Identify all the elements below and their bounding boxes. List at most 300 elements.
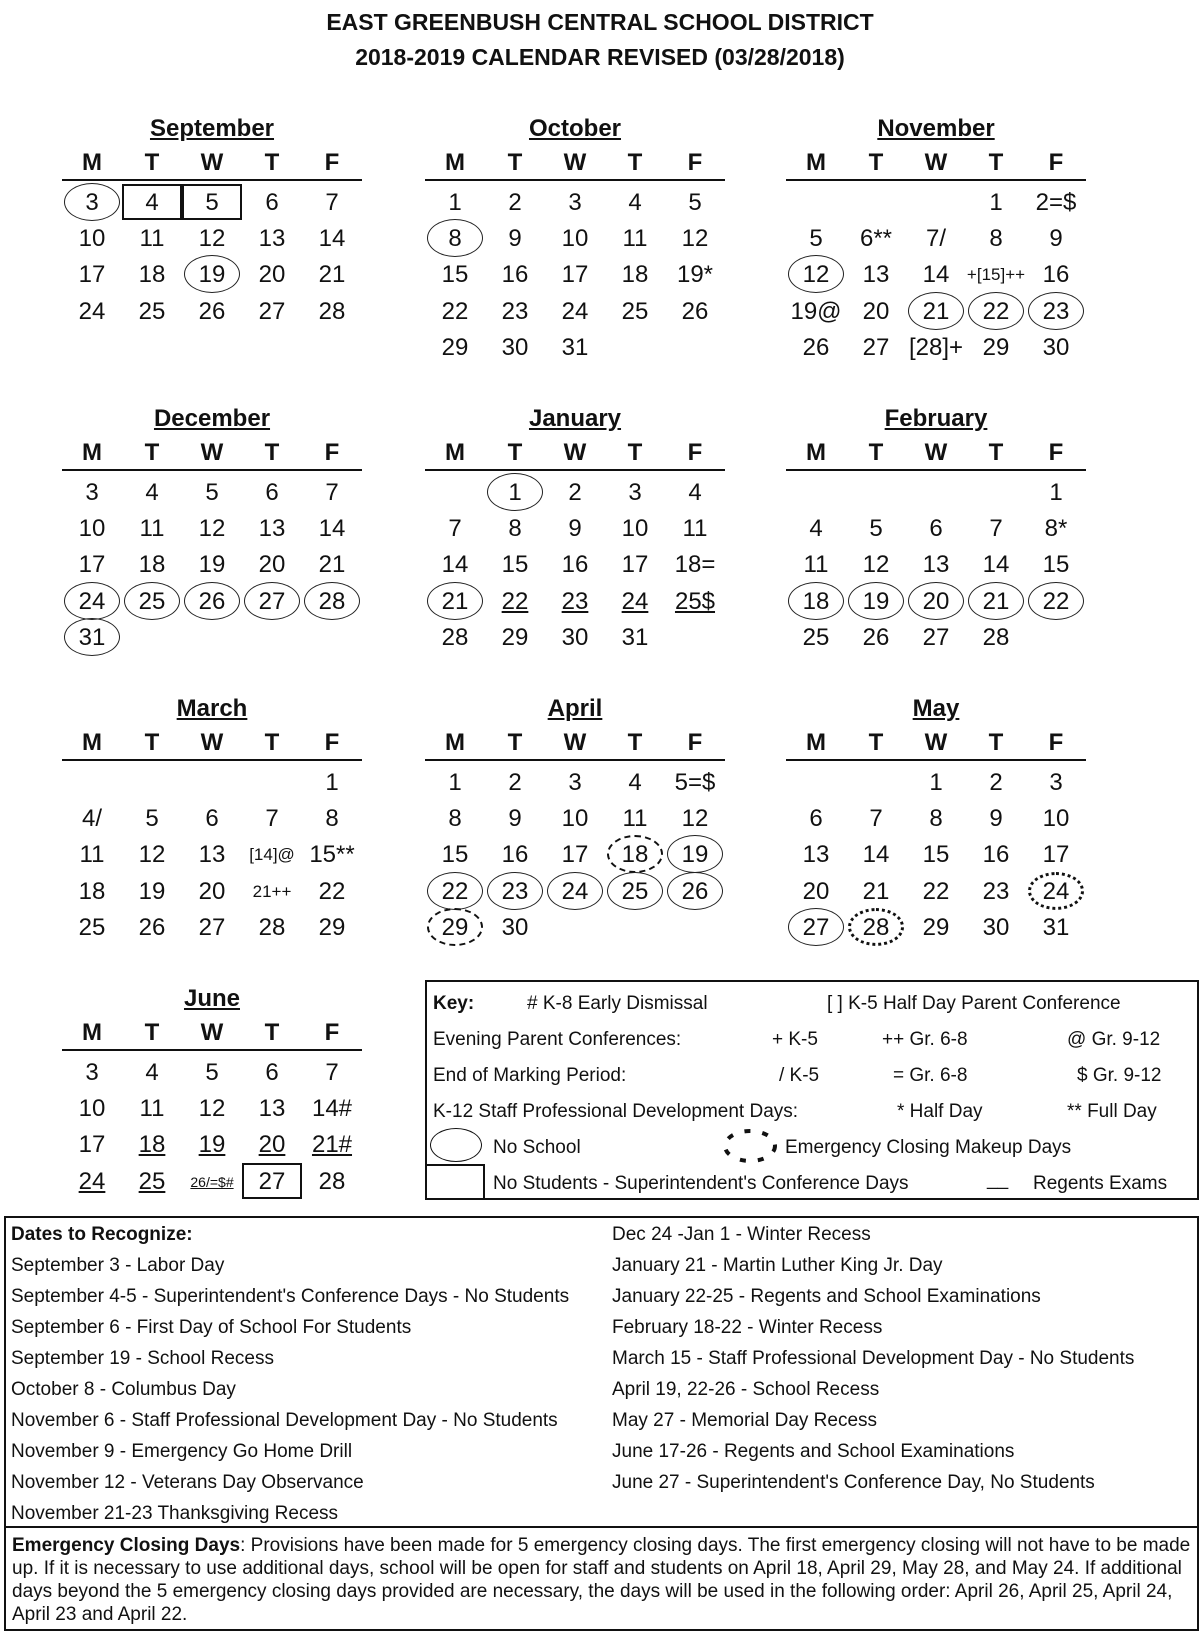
day-number: 20: [922, 587, 950, 615]
day-cell: [302, 1164, 362, 1200]
key-pd-full: ** Full Day: [1067, 1101, 1157, 1122]
emergency-label: Emergency Closing Days: [12, 1535, 241, 1556]
day-cell: [966, 765, 1026, 801]
day-number: 29: [318, 913, 346, 941]
day-cell: [485, 221, 545, 257]
day-number: [28]+: [908, 333, 964, 361]
day-number: 26: [198, 587, 226, 615]
day-cell: [242, 294, 302, 330]
day-number: 8*: [1044, 515, 1068, 543]
day-cell: [906, 837, 966, 873]
day-cell: [62, 294, 122, 330]
day-number: 21: [318, 551, 346, 579]
day-cell: [665, 294, 725, 330]
month-name: June: [183, 985, 240, 1012]
date-item: September 4-5 - Superintendent's Conference Days - No Students: [11, 1286, 570, 1307]
day-number: 1: [448, 189, 462, 216]
day-cell: [122, 257, 182, 293]
day-cell: [122, 185, 182, 221]
day-number: 29: [501, 623, 529, 651]
month-name: January: [528, 405, 622, 432]
day-number: 1: [929, 769, 943, 796]
day-number: 30: [561, 623, 589, 651]
weekday-header: F: [1048, 149, 1064, 176]
day-number: 3: [85, 479, 99, 506]
day-number: 24: [621, 587, 649, 615]
day-number: 22: [318, 877, 346, 905]
day-cell: [665, 765, 725, 801]
day-number: 18: [621, 841, 649, 869]
day-number: 8: [325, 805, 339, 833]
weekday-header: F: [687, 729, 703, 756]
day-cell: [425, 910, 485, 946]
day-number: 27: [258, 297, 286, 325]
day-number: 16: [501, 261, 529, 289]
day-cell: [302, 910, 362, 946]
day-cell: [182, 910, 242, 946]
day-cell: [545, 837, 605, 873]
day-cell: [302, 837, 362, 873]
day-cell: [182, 221, 242, 257]
day-number: 31: [1042, 913, 1070, 941]
day-cell: [302, 801, 362, 837]
day-cell: [966, 837, 1026, 873]
day-cell: [122, 1055, 182, 1091]
day-cell: [786, 294, 846, 330]
day-number: 21: [441, 587, 469, 615]
day-cell: [485, 874, 545, 910]
day-number: 26: [198, 297, 226, 325]
date-item: April 19, 22-26 - School Recess: [612, 1379, 880, 1400]
day-number: 18: [78, 877, 106, 905]
weekday-header: W: [563, 439, 587, 466]
weekday-header: M: [82, 439, 102, 466]
day-cell: [1026, 221, 1086, 257]
day-cell: [786, 257, 846, 293]
day-number: 25: [138, 1167, 166, 1195]
day-cell: [242, 221, 302, 257]
day-cell: [1026, 257, 1086, 293]
weekday-header: T: [868, 149, 884, 176]
day-number: 3: [1049, 769, 1063, 796]
day-number: 6: [929, 515, 943, 543]
day-cell: [966, 620, 1026, 656]
day-cell: [605, 584, 665, 620]
header-rule: [425, 179, 725, 181]
day-cell: [966, 257, 1026, 293]
day-cell: [1026, 874, 1086, 910]
day-number: 20: [802, 877, 830, 905]
day-cell: [846, 547, 906, 583]
day-number: 1: [989, 189, 1003, 216]
day-number: 31: [561, 333, 589, 361]
day-cell: [1026, 547, 1086, 583]
weekday-header: F: [324, 439, 340, 466]
weekday-header: W: [200, 439, 224, 466]
day-cell: [605, 801, 665, 837]
day-number: 21: [922, 297, 950, 325]
day-cell: [545, 620, 605, 656]
day-cell: [242, 257, 302, 293]
day-cell: [786, 910, 846, 946]
weekday-header: T: [144, 729, 160, 756]
day-cell: [545, 584, 605, 620]
no-students-box-icon: [425, 1164, 485, 1200]
day-cell: [62, 221, 122, 257]
day-cell: [182, 475, 242, 511]
day-cell: [545, 765, 605, 801]
day-number: 21++: [252, 881, 292, 901]
day-number: 4: [628, 189, 642, 216]
day-number: 22: [441, 877, 469, 905]
day-cell: [425, 620, 485, 656]
day-number: 14#: [311, 1095, 353, 1123]
day-cell: [425, 874, 485, 910]
day-number: 8: [448, 225, 462, 253]
day-number: 13: [198, 841, 226, 869]
weekday-header: W: [200, 729, 224, 756]
day-cell: [545, 257, 605, 293]
day-cell: [545, 475, 605, 511]
day-number: 16: [561, 551, 589, 579]
day-number: 22: [1042, 587, 1070, 615]
day-number: 13: [802, 841, 830, 869]
day-cell: [302, 185, 362, 221]
weekday-header: F: [324, 149, 340, 176]
no-school-circle-icon: [430, 1128, 482, 1162]
emergency-closing-text: [12, 1534, 1192, 1626]
day-number: 2=$: [1035, 189, 1077, 216]
key-half-day-conference: [ ] K-5 Half Day Parent Conference: [827, 993, 1121, 1014]
day-cell: [1026, 765, 1086, 801]
header-rule: [62, 469, 362, 471]
day-cell: [906, 584, 966, 620]
day-number: 21#: [311, 1131, 353, 1159]
day-number: 28: [318, 587, 346, 615]
day-cell: [846, 874, 906, 910]
day-cell: [182, 185, 242, 221]
day-cell: [182, 1055, 242, 1091]
day-number: 18: [138, 1131, 166, 1159]
day-cell: [485, 765, 545, 801]
day-number: 3: [628, 479, 642, 506]
weekday-header: T: [868, 729, 884, 756]
day-number: 13: [862, 261, 890, 289]
day-cell: [545, 330, 605, 366]
day-number: 8: [929, 805, 943, 833]
emergency-closing-box: [4, 1526, 1199, 1631]
month-name: May: [912, 695, 960, 722]
day-cell: [966, 185, 1026, 221]
day-cell: [242, 837, 302, 873]
weekday-header: M: [82, 149, 102, 176]
day-number: 25: [138, 587, 166, 615]
day-cell: [665, 837, 725, 873]
weekday-header: W: [924, 439, 948, 466]
day-number: 4: [688, 479, 702, 506]
day-cell: [182, 294, 242, 330]
day-number: 27: [198, 913, 226, 941]
day-cell: [966, 584, 1026, 620]
weekday-header: T: [868, 439, 884, 466]
day-number: 12: [681, 805, 709, 833]
day-number: 18: [138, 551, 166, 579]
weekday-header: W: [200, 149, 224, 176]
day-cell: [302, 1055, 362, 1091]
day-number: 13: [258, 515, 286, 543]
month-name: March: [176, 695, 248, 722]
day-cell: [665, 547, 725, 583]
day-cell: [122, 511, 182, 547]
day-cell: [122, 221, 182, 257]
day-cell: [906, 874, 966, 910]
day-number: 19: [862, 587, 890, 615]
day-cell: [182, 801, 242, 837]
day-cell: [605, 620, 665, 656]
day-number: 3: [85, 1059, 99, 1086]
day-number: 20: [258, 1131, 286, 1159]
day-cell: [182, 547, 242, 583]
day-cell: [966, 910, 1026, 946]
day-cell: [302, 511, 362, 547]
day-number: 7: [325, 1059, 339, 1086]
day-cell: [182, 874, 242, 910]
day-cell: [786, 330, 846, 366]
weekday-header: T: [988, 729, 1004, 756]
day-number: 16: [1042, 261, 1070, 289]
day-cell: [1026, 801, 1086, 837]
date-item: February 18-22 - Winter Recess: [612, 1317, 883, 1338]
day-number: 13: [258, 1095, 286, 1123]
day-number: 20: [258, 261, 286, 289]
day-cell: [605, 185, 665, 221]
key-mp-k5: / K-5: [779, 1065, 820, 1086]
day-number: 17: [78, 1131, 106, 1159]
day-number: 10: [78, 225, 106, 253]
day-number: 14: [982, 551, 1010, 579]
day-number: 30: [501, 333, 529, 361]
date-item: January 21 - Martin Luther King Jr. Day: [612, 1255, 943, 1276]
weekday-header: F: [324, 1019, 340, 1046]
day-number: 26: [802, 333, 830, 361]
day-number: 4: [145, 479, 159, 506]
day-cell: [425, 330, 485, 366]
day-cell: [425, 584, 485, 620]
day-cell: [242, 1055, 302, 1091]
date-item: January 22-25 - Regents and School Examinations: [612, 1286, 1041, 1307]
day-cell: [966, 294, 1026, 330]
day-cell: [786, 584, 846, 620]
day-cell: [425, 547, 485, 583]
header-rule: [62, 759, 362, 761]
day-cell: [846, 257, 906, 293]
day-cell: [1026, 185, 1086, 221]
day-cell: [605, 511, 665, 547]
day-number: 27: [802, 913, 830, 941]
emergency-dashed-circle-icon: [722, 1128, 778, 1164]
day-number: 11: [682, 515, 708, 543]
key-emergency-makeup: Emergency Closing Makeup Days: [785, 1137, 1072, 1158]
weekday-header: M: [806, 729, 826, 756]
day-number: 2: [508, 769, 522, 796]
date-item: March 15 - Staff Professional Development Day - No Students: [612, 1348, 1135, 1369]
day-cell: [545, 874, 605, 910]
day-cell: [425, 294, 485, 330]
day-cell: [786, 620, 846, 656]
day-cell: [485, 330, 545, 366]
day-number: 14: [318, 225, 346, 253]
day-cell: [906, 620, 966, 656]
day-number: 26/=$#: [190, 1173, 234, 1190]
day-cell: [846, 511, 906, 547]
date-item: May 27 - Memorial Day Recess: [612, 1410, 878, 1431]
day-cell: [302, 1127, 362, 1163]
day-cell: [846, 801, 906, 837]
weekday-header: F: [687, 149, 703, 176]
day-number: 9: [508, 805, 522, 833]
day-cell: [62, 475, 122, 511]
day-number: 12: [198, 515, 226, 543]
weekday-header: T: [144, 149, 160, 176]
key-mp-912: $ Gr. 9-12: [1077, 1065, 1162, 1086]
day-cell: [302, 294, 362, 330]
key-evening-conferences: Evening Parent Conferences:: [433, 1029, 682, 1050]
day-number: 5: [205, 1059, 219, 1086]
day-number: 4: [145, 1059, 159, 1086]
date-item: September 19 - School Recess: [11, 1348, 274, 1369]
day-number: 2: [568, 479, 582, 506]
day-number: 23: [501, 297, 529, 325]
day-number: 14: [441, 551, 469, 579]
day-number: 19: [138, 877, 166, 905]
day-number: 21: [862, 877, 890, 905]
day-cell: [966, 874, 1026, 910]
weekday-header: T: [264, 439, 280, 466]
day-number: 10: [561, 805, 589, 833]
day-number: 3: [568, 189, 582, 216]
date-item: Dec 24 -Jan 1 - Winter Recess: [612, 1224, 871, 1245]
day-number: 26: [138, 913, 166, 941]
day-number: 1: [448, 769, 462, 796]
day-cell: [1026, 511, 1086, 547]
day-number: 8: [989, 225, 1003, 253]
day-cell: [242, 584, 302, 620]
weekday-header: T: [627, 149, 643, 176]
day-cell: [62, 584, 122, 620]
day-cell: [242, 547, 302, 583]
day-number: 5: [205, 479, 219, 506]
header-rule: [62, 179, 362, 181]
day-number: 6: [205, 805, 219, 833]
day-cell: [182, 511, 242, 547]
day-number: 15: [922, 841, 950, 869]
header-rule: [425, 759, 725, 761]
day-number: 12: [138, 841, 166, 869]
day-number: 1: [1049, 479, 1063, 506]
day-cell: [846, 620, 906, 656]
day-cell: [906, 547, 966, 583]
day-cell: [966, 330, 1026, 366]
day-number: 22: [982, 297, 1010, 325]
day-cell: [122, 547, 182, 583]
dates-heading: Dates to Recognize:: [11, 1224, 193, 1245]
day-cell: [906, 221, 966, 257]
key-end-marking-period: End of Marking Period:: [433, 1065, 627, 1086]
weekday-header: W: [924, 149, 948, 176]
day-number: 5: [145, 805, 159, 833]
day-cell: [786, 874, 846, 910]
day-number: 12: [198, 1095, 226, 1123]
header-rule: [62, 1049, 362, 1051]
day-number: 4/: [81, 805, 102, 833]
day-number: 21: [318, 261, 346, 289]
date-item: June 17-26 - Regents and School Examinations: [612, 1441, 1015, 1462]
day-cell: [906, 511, 966, 547]
day-cell: [786, 801, 846, 837]
day-cell: [665, 257, 725, 293]
day-number: 28: [258, 913, 286, 941]
date-item: November 12 - Veterans Day Observance: [11, 1472, 364, 1493]
day-number: 23: [501, 877, 529, 905]
day-cell: [425, 511, 485, 547]
day-cell: [605, 221, 665, 257]
day-number: 4: [809, 515, 823, 543]
day-cell: [122, 910, 182, 946]
day-cell: [122, 801, 182, 837]
day-number: 18=: [674, 551, 716, 579]
day-number: 11: [803, 551, 829, 579]
day-number: 10: [78, 515, 106, 543]
day-number: 27: [862, 333, 890, 361]
day-cell: [966, 511, 1026, 547]
day-cell: [62, 1164, 122, 1200]
day-number: 5: [809, 225, 823, 253]
day-cell: [62, 547, 122, 583]
day-number: 16: [501, 841, 529, 869]
day-cell: [425, 257, 485, 293]
weekday-header: T: [507, 149, 523, 176]
day-cell: [302, 257, 362, 293]
day-number: 25: [78, 913, 106, 941]
key-pd-half: * Half Day: [897, 1101, 983, 1122]
day-number: 25: [621, 297, 649, 325]
day-number: 14: [862, 841, 890, 869]
date-item: October 8 - Columbus Day: [11, 1379, 236, 1400]
date-item: November 6 - Staff Professional Development Day - No Students: [11, 1410, 558, 1431]
day-cell: [182, 1164, 242, 1200]
day-cell: [122, 475, 182, 511]
day-number: 11: [622, 225, 648, 253]
weekday-header: W: [200, 1019, 224, 1046]
day-number: 7: [325, 479, 339, 506]
day-number: 1: [508, 479, 522, 506]
day-number: 28: [441, 623, 469, 651]
day-number: 11: [139, 1095, 165, 1123]
day-cell: [906, 801, 966, 837]
date-item: November 21-23 Thanksgiving Recess: [11, 1503, 339, 1524]
day-cell: [665, 511, 725, 547]
day-cell: [545, 511, 605, 547]
day-cell: [485, 185, 545, 221]
header-rule: [786, 179, 1086, 181]
day-number: 17: [621, 551, 649, 579]
day-cell: [62, 1091, 122, 1127]
day-cell: [485, 294, 545, 330]
day-cell: [62, 185, 122, 221]
day-cell: [605, 547, 665, 583]
day-cell: [302, 221, 362, 257]
day-cell: [425, 221, 485, 257]
